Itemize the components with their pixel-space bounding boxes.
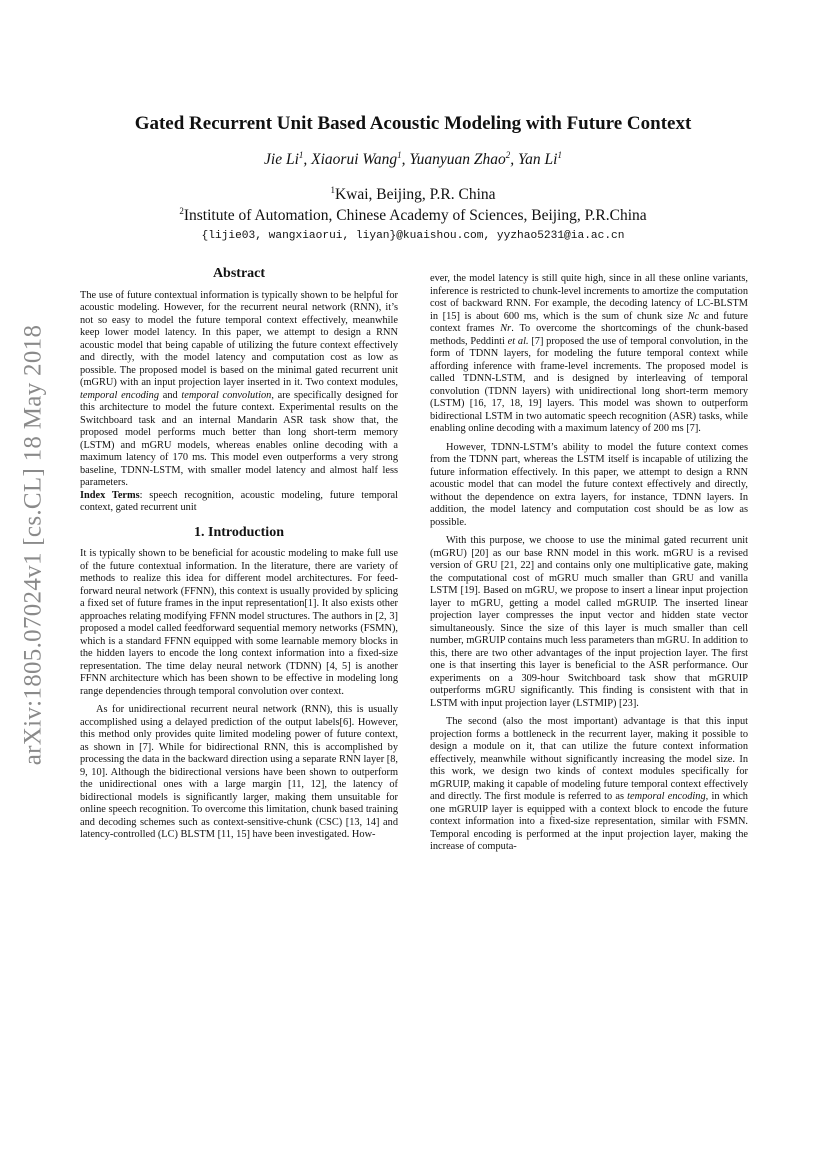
left-column: [80, 268, 398, 842]
author-affil-mark: 1: [557, 149, 562, 160]
affiliation: $^1$Kwai, Beijing, P.R. China: [330, 184, 496, 203]
arxiv-sidebar: [8, 320, 58, 770]
index-terms: Index Terms: speech recognition, acoustic modeling, future temporal context, gated recurrent unit: [80, 489, 398, 513]
body-paragraph: With this purpose, we choose to use the minimal gated recurrent unit (mGRU) [20] as our base RNN model in this work. mGRU is a revised version of GRU [21, 22] and contains only one multiplicative gate, making the computational cost of mGRU much smaller than GRU and vanilla LSTM [19]. Based on mGRU, we propose to insert a linear input projection layer to mGRU, getting a model called mGRUIP. The inserted linear projection layer compresses the input vector and hidden state vector simultaneously. Since the size of this layer is much smaller than cell number, mGRUIP contains much less parameters than mGRU. In addition to this, there are two other advantages of the input projection layer. The first one is that inserting this layer is beneficial to the ASR performance. Our experiments on a 309-hour Switchboard task show that mGRUIP outperforms mGRU significantly. This finding is consistent with that in LSTM with input projection layer (LSTMIP) [23].: [430, 535, 748, 709]
author-list: Jie Li$^1$, Xiaorui Wang$^1$, Yuanyuan Zhao$^2$, Yan Li$^1$: [264, 149, 562, 168]
author-emails: {lijie03, wangxiaorui, liyan}@kuaishou.com, yyzhao5231@ia.ac.cn: [201, 230, 625, 242]
author-name: Jie Li: [264, 151, 299, 168]
author-name: Yuanyuan Zhao: [409, 151, 506, 168]
abstract-heading: Abstract: [212, 266, 266, 281]
introduction-heading: 1. Introduction: [194, 524, 284, 540]
author-affil-mark: 1: [397, 149, 402, 160]
body-paragraph: The second (also the most important) advantage is that this input projection forms a bottleneck in the recurrent layer, making it possible to design a module on it, that can utilize the future context information effectively, meanwhile without significantly increasing the model size. In this work, we design two kinds of context modules specifically for mGRUIP, making it capable of modeling future temporal context effectively and directly. The first module is referred to as temporal encoding, in which one mGRUIP layer is equipped with a context block to encode the future context information into a fixed-size representation, similar with FSMN. Temporal encoding is performed at the input projection layer, making the increase of computa-: [430, 716, 748, 852]
paper-title: Gated Recurrent Unit Based Acoustic Modeling with Future Context: [134, 113, 692, 134]
abstract-paragraph: The use of future contextual information is typically shown to be helpful for acoustic modeling. However, for the recurrent neural network (RNN), it’s not so easy to model the future temporal context effectively, meanwhile keep lower model latency. In this paper, we attempt to design a RNN acoustic model that being capable of utilizing the future context effectively and directly, with the model latency and computation cost as low as possible. The proposed model is based on the minimal gated recurrent unit (mGRU) with an input projection layer inserted in it. Two context modules, temporal encoding and temporal convolution, are specifically designed for this architecture to model the future context. Experimental results on the Switchboard task and an internal Mandarin ASR task show that, the proposed model performs much better than long short-term memory (LSTM) and mGRU models, whereas enables online decoding with a maximum latency of 170 ms. This model even outperforms a very strong baseline, TDNN-LSTM, with smaller model latency and almost half less parameters.: [80, 289, 398, 488]
right-column: [430, 273, 748, 854]
author-name: Xiaorui Wang: [311, 151, 398, 168]
body-paragraph: As for unidirectional recurrent neural network (RNN), this is usually accomplished using a delayed prediction of the output labels[6]. However, this method only provides quite limited modeling power of future context, as shown in [7]. While for bidirectional RNN, this is accomplished by processing the data in the backward direction using a separate RNN layer [8, 9, 10]. Although the bidirectional versions have been shown to outperform the unidirectional ones with a large margin [11, 12], the latency of bidirectional models is significantly larger, making them unsuitable for online speech recognition. To overcome this limitation, chunk based training and decoding schemes such as context-sensitive-chunk (CSC) [13, 14] and latency-controlled (LC) BLSTM [11, 15] have been investigated. How-: [80, 704, 398, 840]
body-paragraph: ever, the model latency is still quite high, since in all these online variants, inference is restricted to chunk-level increments to amortize the computation cost of backward RNN. For example, the decoding latency of LC-BLSTM in [15] is about 600 ms, which is the sum of chunk size Nc and future context frames Nr. To overcome the shortcomings of the chunk-based methods, Peddinti et al. [7] proposed the use of temporal convolution, in the form of TDNN layers, for modeling the future temporal context while affording inference with frame-level increments. The proposed model is called TDNN-LSTM, and is designed by interleaving of temporal convolution (TDNN layers) with unidirectional long short-term memory (LSTM) [16, 17, 18, 19] layers. This model was shown to outperform bidirectional LSTM in two automatic speech recognition (ASR) tasks, while enabling online decoding with a maximum latency of 200 ms [7].: [430, 273, 748, 434]
author-affil-mark: 2: [505, 149, 511, 160]
author-name: Yan Li: [517, 151, 558, 168]
author-affil-mark: 1: [298, 149, 304, 160]
body-paragraph: However, TDNN-LSTM’s ability to model the future context comes from the TDNN part, whereas the LSTM itself is incapable of utilizing the future information effectively. In this paper, we attempt to design a RNN acoustic model that can model the future context effectively and directly, without the dependence on extra layers, for instance, TDNN layers. In addition, the model latency and computation cost should be as low as possible.: [430, 441, 748, 528]
arxiv-identifier: arXiv:1805.07024v1 [cs.CL] 18 May 2018: [19, 324, 47, 766]
body-paragraph: It is typically shown to be beneficial for acoustic modeling to make full use of the future contextual information. In the literature, there are variety of methods to realize this idea for different model architectures. For feed-forward neural network (FFNN), this context is usually provided by splicing a fixed set of future frames in the input representation[1]. It also exists other approaches relating modifying FFNN model structures. The authors in [2, 3] proposed a model called feedforward sequential memory networks (FSMN), which is a standard FFNN equipped with some learnable memory blocks in the hidden layers to encode the long context information into a fixed-size representation. The time delay neural network (TDNN) [4, 5] is another FFNN architecture which has been shown to be effective in modeling long range dependencies through temporal convolution over context.: [80, 548, 398, 697]
affiliation: $^2$Institute of Automation, Chinese Academy of Sciences, Beijing, P.R.China: [179, 205, 647, 224]
